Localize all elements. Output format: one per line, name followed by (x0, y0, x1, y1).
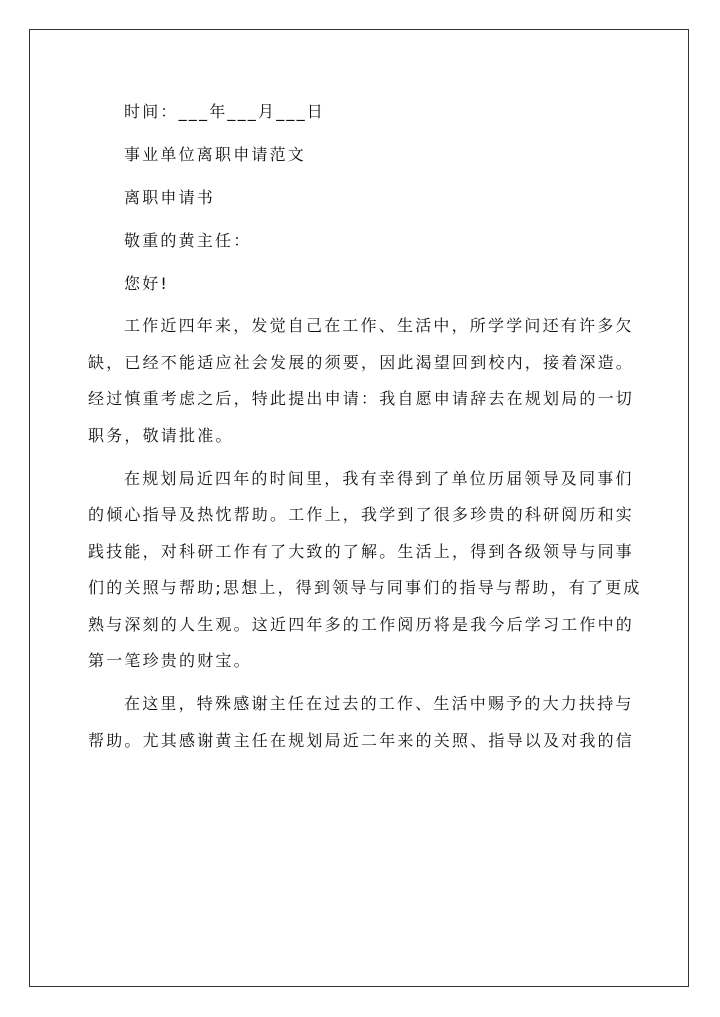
document-body (88, 94, 642, 759)
paragraph-row: 第一笔珍贵的财宝。 (88, 651, 252, 671)
paragraph-row: 经过慎重考虑之后，特此提出申请：我自愿申请辞去在规划局的一切 (88, 389, 635, 409)
paragraph-2 (88, 461, 642, 680)
paragraph-row: 工作近四年来，发觉自己在工作、生活中，所学学问还有许多欠 (124, 316, 634, 336)
paragraph-1 (88, 308, 634, 454)
paragraph-row: 熟与深刻的人生观。这近四年多的工作阅历将是我今后学习工作中的 (88, 614, 635, 634)
paragraph-3 (88, 686, 634, 759)
greeting: 您好! (124, 273, 170, 293)
paragraph-row: 践技能，对科研工作有了大致的了解。生活上，得到各级领导与同事 (88, 541, 635, 561)
paragraph-row: 帮助。尤其感谢黄主任在规划局近二年来的关照、指导以及对我的信 (88, 730, 635, 750)
paragraph-row: 们的关照与帮助;思想上，得到领导与同事们的指导与帮助，有了更成 (88, 578, 642, 598)
letter-title: 离职申请书 (124, 187, 216, 207)
salutation: 敬重的黄主任： (124, 230, 252, 250)
paragraph-row: 在这里，特殊感谢主任在过去的工作、生活中赐予的大力扶持与 (124, 694, 634, 714)
paragraph-row: 的倾心指导及热忱帮助。工作上，我学到了很多珍贵的科研阅历和实 (88, 505, 635, 525)
paragraph-row: 职务，敬请批准。 (88, 425, 234, 445)
document-title: 事业单位离职申请范文 (124, 144, 307, 164)
paragraph-row: 缺，已经不能适应社会发展的须要，因此渴望回到校内，接着深造。 (88, 352, 635, 372)
date-line: 时间：___年___月___日 (124, 102, 326, 121)
paragraph-row: 在规划局近四年的时间里，我有幸得到了单位历届领导及同事们 (124, 468, 634, 488)
